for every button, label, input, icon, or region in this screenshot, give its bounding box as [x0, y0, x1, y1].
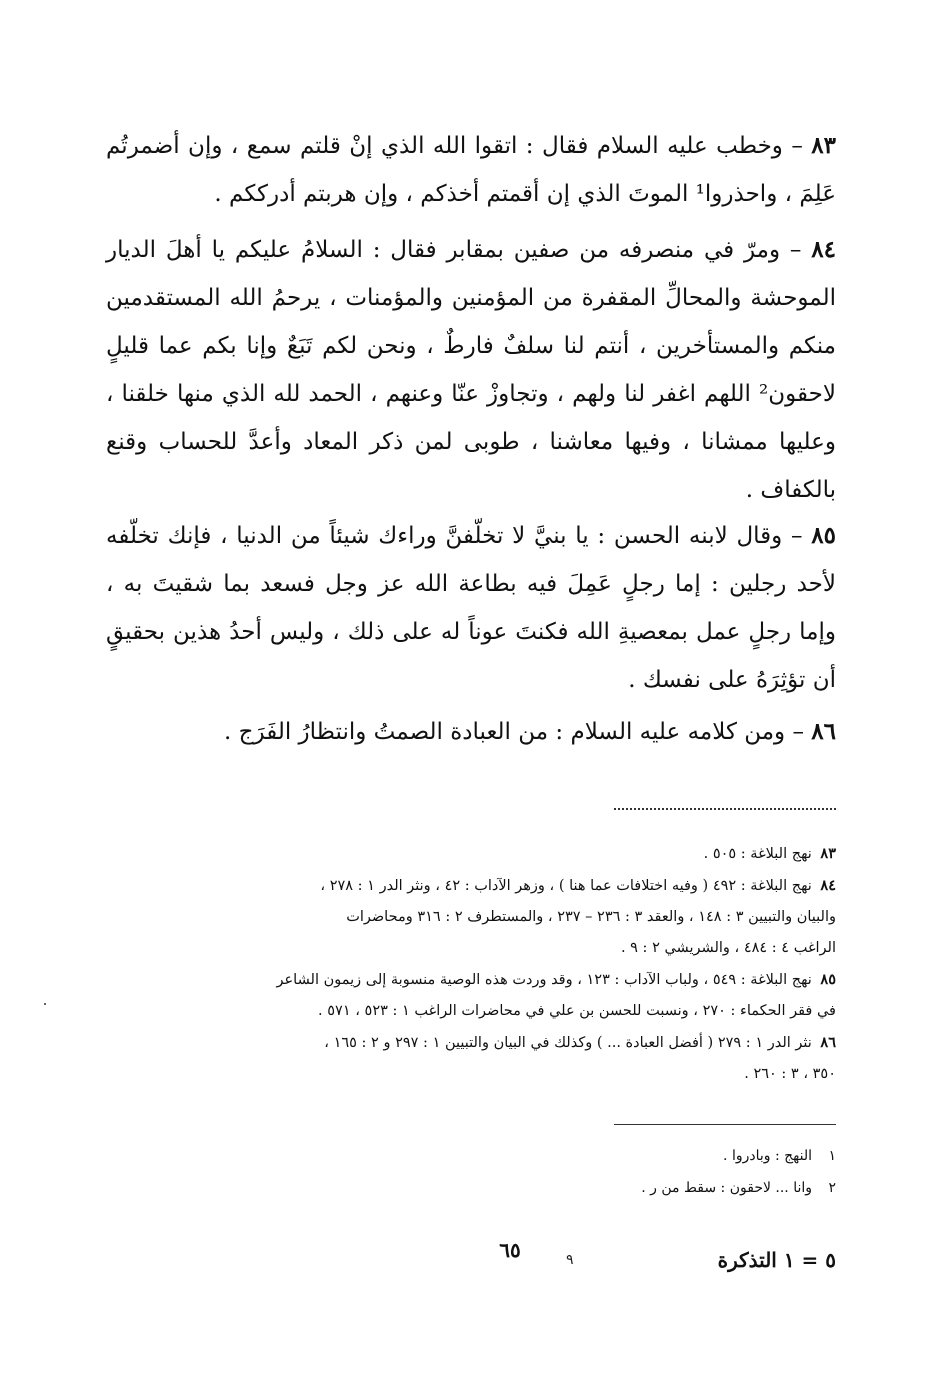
paragraph-85	[106, 512, 836, 704]
note-line: نثر الدر ١ : ٢٧٩ ( أفضل العبادة ... ) وكذلك في البيان والتبيين ١ : ٢٩٧ و ٢ : ١٦٥ ،	[324, 1035, 812, 1051]
note-number: ٨٥	[820, 971, 836, 988]
paragraph-83	[106, 122, 836, 218]
paragraph-number: ٨٣	[811, 132, 836, 159]
note-line: ٣٥٠ ، ٣ : ٢٦٠ .	[744, 1066, 836, 1082]
sources-notes	[106, 838, 836, 1090]
scan-speck	[44, 1003, 46, 1005]
note-line: في فقر الحكماء : ٢٧٠ ، ونسبت للحسن بن علي في محاضرات الراغب ١ : ٥٢٣ ، ٥٧١ .	[318, 1003, 836, 1019]
paragraph-text: – ومرّ في منصرفه من صفين بمقابر فقال : السلامُ عليكم يا أهلَ الديار الموحشة والمحالِّ المقفرة من المؤمنين والمؤمنات ، يرحمُ الله المستقدمين منكم والمستأخرين ، أنتم لنا سلفٌ فارطٌ ، ونحن لكم تَبَعٌ وإنا بكم عما قليلٍ لاحقون² اللهم اغفر لنا ولهم ، وتجاوزْ عنّا وعنهم ، الحمد لله الذي منها خلقنا ، وعليها ممشانا ، وفيها معاشنا ، طوبى لمن ذكر المعاد وأعدَّ للحساب وقنع بالكفاف .	[106, 237, 836, 503]
note-number: ٨٤	[820, 877, 836, 894]
note-line: نهج البلاغة : ٥٠٥ .	[703, 846, 812, 862]
paragraph-number: ٨٤	[811, 236, 836, 263]
note-line: نهج البلاغة : ٤٩٢ ( وفيه اختلافات عما هنا ) ، وزهر الآداب : ٤٢ ، ونثر الدر ١ : ٢٧٨ ،	[320, 878, 812, 894]
note-number: ٨٣	[820, 845, 836, 862]
paragraph-text: – ومن كلامه عليه السلام : من العبادة الصمتُ وانتظارُ الفَرَج .	[224, 719, 804, 745]
paragraph-84	[106, 226, 836, 514]
note-line: والبيان والتبيين ٣ : ١٤٨ ، والعقد ٣ : ٢٣٦ – ٢٣٧ ، والمستطرف ٢ : ٣١٦ ومحاضرات	[346, 909, 836, 925]
note-number: ٨٦	[820, 1034, 836, 1051]
note-line: نهج البلاغة : ٥٤٩ ، ولباب الآداب : ١٢٣ ، وقد وردت هذه الوصية منسوبة إلى زيمون الشاعر	[276, 972, 812, 988]
source-note-84	[106, 870, 836, 964]
footnotes-divider	[614, 1124, 836, 1125]
paragraph-number: ٨٥	[811, 522, 836, 549]
sources-divider	[614, 808, 836, 810]
paragraph-text: – وخطب عليه السلام فقال : اتقوا الله الذي إنْ قلتم سمع ، وإن أضمرتُم عَلِمَ ، واحذروا¹ الموتَ الذي إن أقمتم أخذكم ، وإن هربتم أدرككم .	[106, 133, 836, 207]
paragraph-text: – وقال لابنه الحسن : يا بنيَّ لا تخلّفنَّ وراءك شيئاً من الدنيا ، فإنك تخلّفه لأحد رجلين : إما رجلٍ عَمِلَ فيه بطاعة الله عز وجل فسعد بما شقيتَ به ، وإما رجلٍ عمل بمعصيةِ الله فكنتَ عوناً له على ذلك ، وليس أحدُ هذين بحقيقٍ أن تؤثِرَهُ على نفسك .	[106, 523, 836, 693]
footnote-text: وانا ... لاحقون : سقط من ر .	[641, 1180, 813, 1196]
footnote-number: ١	[828, 1148, 836, 1164]
source-note-85	[106, 964, 836, 1027]
footnote-number: ٢	[828, 1180, 836, 1196]
footnote-1	[106, 1140, 836, 1172]
margin-mark: ٩	[566, 1252, 574, 1268]
footnote-text: النهج : وبادروا .	[723, 1148, 813, 1164]
note-line: الراغب ٤ : ٤٨٤ ، والشريشي ٢ : ٩ .	[620, 940, 836, 956]
page-number: ٦٥	[499, 1238, 521, 1262]
footnote-2	[106, 1172, 836, 1204]
footnotes	[106, 1140, 836, 1204]
source-note-86	[106, 1027, 836, 1090]
paragraph-number: ٨٦	[811, 718, 836, 745]
source-note-83	[106, 838, 836, 870]
print-signature: ٥ = ١ التذكرة	[717, 1248, 836, 1272]
paragraph-86	[106, 708, 836, 756]
